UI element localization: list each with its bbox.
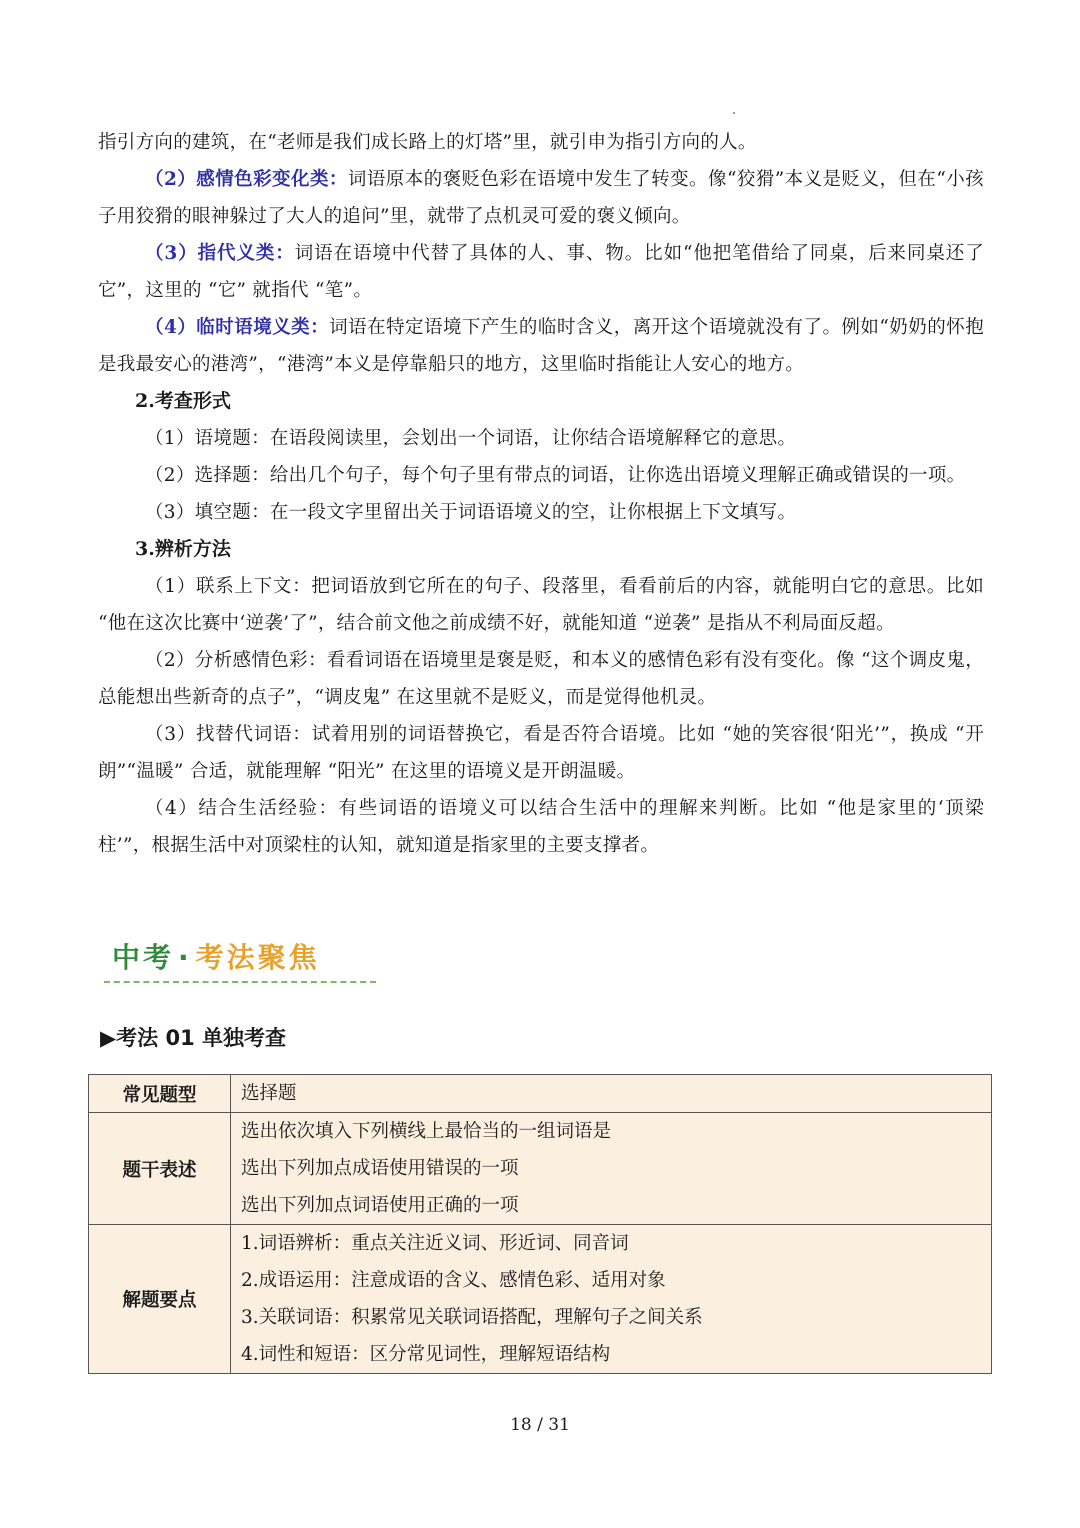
row-head: 解题要点 xyxy=(89,1225,231,1374)
section2-item: （1）语境题：在语段阅读里，会划出一个词语，让你结合语境解释它的意思。 xyxy=(145,428,797,449)
cell-line: 4.词性和短语：区分常见词性，理解短语结构 xyxy=(241,1344,611,1365)
section2-item: （3）填空题：在一段文字里留出关于词语语境义的空，让你根据上下文填写。 xyxy=(145,502,797,523)
section3-item: （1）联系上下文：把词语放到它所在的句子、段落里，看看前后的内容，就能明白它的意思。比如 “他在这次比赛中‘逆袭’了”，结合前文他之前成绩不好，就能知道 “逆袭” 是指从不利局面反超。 xyxy=(98,576,984,634)
table-row xyxy=(89,1225,992,1374)
row-body xyxy=(231,1225,992,1374)
section3-item: （2）分析感情色彩：看看词语在语境里是褒是贬，和本义的感情色彩有没有变化。像 “这个调皮鬼，总能想出些新奇的点子”，“调皮鬼” 在这里就不是贬义，而是觉得他机灵。 xyxy=(98,650,984,708)
type-text: 词语原本的褒贬色彩在语境中发生了转变。像“狡猾”本义是贬义，但在“小孩子用狡猾的眼神躲过了大人的追问”里，就带了点机灵可爱的褒义倾向。 xyxy=(98,169,984,227)
cell-line: 选出依次填入下列横线上最恰当的一组词语是 xyxy=(241,1121,612,1142)
banner-dashed-rule xyxy=(104,981,376,983)
stray-dot xyxy=(733,112,735,114)
exam-focus-banner xyxy=(104,930,384,988)
banner-dot: · xyxy=(178,941,192,974)
section2-item: （2）选择题：给出几个句子，每个句子里有带点的词语，让你选出语境义理解正确或错误的一项。 xyxy=(145,465,966,486)
table-row xyxy=(89,1113,992,1225)
cell-line: 2.成语运用：注意成语的含义、感情色彩、适用对象 xyxy=(241,1270,666,1291)
type-label: （3）指代义类： xyxy=(145,243,295,264)
cell-line: 选择题 xyxy=(241,1083,297,1104)
section3-title: 3.辨析方法 xyxy=(135,538,231,560)
section-title: ▶考法 01 单独考查 xyxy=(100,1026,286,1050)
type-emotion-color xyxy=(98,161,984,235)
section3-item: （3）找替代词语：试着用别的词语替换它，看是否符合语境。比如 “她的笑容很‘阳光’”，换成 “开朗”“温暖” 合适，就能理解 “阳光” 在这里的语境义是开朗温暖。 xyxy=(98,724,984,782)
exam-method-table xyxy=(88,1074,992,1374)
type-text: 词语在特定语境下产生的临时含义，离开这个语境就没有了。例如“奶奶的怀抱是我最安心的港湾”，“港湾”本义是停靠船只的地方，这里临时指能让人安心的地方。 xyxy=(98,317,985,375)
row-head: 题干表述 xyxy=(89,1113,231,1225)
banner-part1: 中考 xyxy=(112,941,175,974)
type-reference xyxy=(98,235,984,309)
section2-title: 2.考查形式 xyxy=(135,390,231,412)
type-temporary xyxy=(98,309,984,383)
type-label: （4）临时语境义类： xyxy=(145,317,330,338)
banner-part2: 考法聚焦 xyxy=(195,941,320,974)
cell-line: 选出下列加点词语使用正确的一项 xyxy=(241,1195,519,1216)
cell-line: 1.词语辨析：重点关注近义词、形近词、同音词 xyxy=(241,1233,629,1254)
row-head: 常见题型 xyxy=(89,1075,231,1113)
table-row xyxy=(89,1075,992,1113)
intro-tail: 指引方向的建筑，在“老师是我们成长路上的灯塔”里，就引申为指引方向的人。 xyxy=(98,132,757,153)
section3-item: （4）结合生活经验：有些词语的语境义可以结合生活中的理解来判断。比如 “他是家里的‘顶梁柱’”，根据生活中对顶梁柱的认知，就知道是指家里的主要支撑者。 xyxy=(98,798,984,856)
type-label: （2）感情色彩变化类： xyxy=(145,169,348,190)
cell-line: 选出下列加点成语使用错误的一项 xyxy=(241,1158,519,1179)
page-number: 18 / 31 xyxy=(510,1415,570,1435)
row-body xyxy=(231,1113,992,1225)
row-body xyxy=(231,1075,992,1113)
cell-line: 3.关联词语：积累常见关联词语搭配，理解句子之间关系 xyxy=(241,1307,703,1328)
type-text: 词语在语境中代替了具体的人、事、物。比如“他把笔借给了同桌，后来同桌还了它”，这里的 “它” 就指代 “笔”。 xyxy=(98,243,984,301)
